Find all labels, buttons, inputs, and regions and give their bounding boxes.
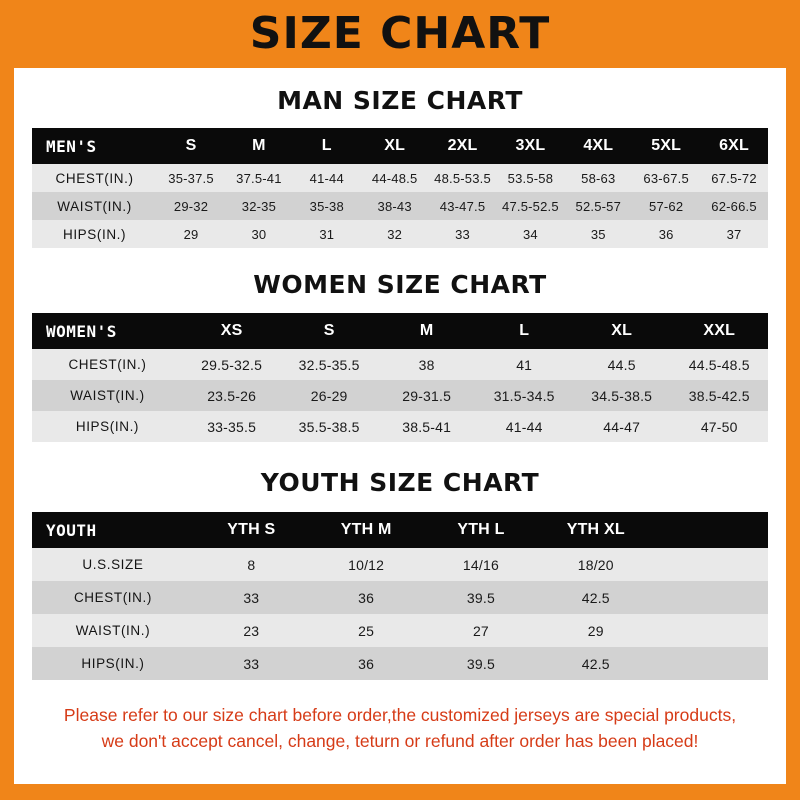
cell: 34 [496,220,564,248]
cell: 14/16 [424,548,539,581]
cell: 35.5-38.5 [280,411,378,442]
women-corner-label: WOMEN'S [32,313,183,349]
cell: 32 [361,220,429,248]
youth-corner-label: YOUTH [32,512,194,548]
cell: 35-37.5 [157,164,225,192]
cell: 29.5-32.5 [183,349,281,380]
cell: 48.5-53.5 [429,164,497,192]
cell: 29 [157,220,225,248]
cell: 38 [378,349,476,380]
cell: 47-50 [670,411,768,442]
section-title-men: MAN SIZE CHART [277,86,523,115]
notice-line-2: we don't accept cancel, change, teturn or refund after order has been placed! [101,731,699,752]
content [14,86,786,755]
cell: 39.5 [424,581,539,614]
cell: 41-44 [475,411,573,442]
column-header: 3XL [496,128,564,164]
column-header: M [225,128,293,164]
cell: 34.5-38.5 [573,380,671,411]
cell: 33 [194,581,309,614]
cell: 18/20 [538,548,653,581]
cell-empty [653,647,768,680]
table-header-row [32,313,768,349]
cell: 41-44 [293,164,361,192]
cell: 10/12 [309,548,424,581]
column-header: 4XL [564,128,632,164]
cell: 38.5-42.5 [670,380,768,411]
cell: 44.5-48.5 [670,349,768,380]
section-title-women: WOMEN SIZE CHART [253,270,547,299]
cell: 36 [632,220,700,248]
column-header-empty [653,512,768,548]
cell-empty [653,548,768,581]
row-label: CHEST(IN.) [32,164,157,192]
row-label: WAIST(IN.) [32,614,194,647]
cell: 33 [429,220,497,248]
cell: 47.5-52.5 [496,192,564,220]
cell: 26-29 [280,380,378,411]
cell: 41 [475,349,573,380]
column-header: YTH L [424,512,539,548]
cell: 37.5-41 [225,164,293,192]
table-row [32,349,768,380]
column-header: XS [183,313,281,349]
column-header: L [293,128,361,164]
men-size-table [32,128,768,248]
column-header: XL [361,128,429,164]
table-row [32,380,768,411]
table-row [32,220,768,248]
column-header: 2XL [429,128,497,164]
cell: 8 [194,548,309,581]
column-header: S [157,128,225,164]
column-header: L [475,313,573,349]
cell: 33 [194,647,309,680]
cell-empty [653,614,768,647]
cell: 23 [194,614,309,647]
section-title-youth: YOUTH SIZE CHART [260,468,540,497]
cell: 39.5 [424,647,539,680]
men-corner-label: MEN'S [32,128,157,164]
column-header: 6XL [700,128,768,164]
cell: 37 [700,220,768,248]
table-row [32,647,768,680]
cell: 63-67.5 [632,164,700,192]
row-label: CHEST(IN.) [32,581,194,614]
cell: 35-38 [293,192,361,220]
table-row [32,411,768,442]
cell: 44-48.5 [361,164,429,192]
cell: 30 [225,220,293,248]
cell: 32-35 [225,192,293,220]
cell: 23.5-26 [183,380,281,411]
cell: 67.5-72 [700,164,768,192]
table-row [32,164,768,192]
row-label: HIPS(IN.) [32,411,183,442]
cell: 25 [309,614,424,647]
row-label: HIPS(IN.) [32,647,194,680]
row-label: WAIST(IN.) [32,380,183,411]
cell: 29-31.5 [378,380,476,411]
row-label: HIPS(IN.) [32,220,157,248]
banner [14,0,786,68]
cell: 32.5-35.5 [280,349,378,380]
column-header: XL [573,313,671,349]
table-row [32,614,768,647]
cell: 27 [424,614,539,647]
column-header: YTH XL [538,512,653,548]
cell: 36 [309,581,424,614]
cell: 43-47.5 [429,192,497,220]
women-size-table [32,313,768,442]
page-title: SIZE CHART [249,8,551,59]
column-header: YTH S [194,512,309,548]
cell: 44.5 [573,349,671,380]
column-header: S [280,313,378,349]
column-header: M [378,313,476,349]
row-label: U.S.SIZE [32,548,194,581]
column-header: XXL [670,313,768,349]
cell: 57-62 [632,192,700,220]
notice-text [32,702,768,755]
cell-empty [653,581,768,614]
bottom-accent-bar [14,784,786,800]
cell: 33-35.5 [183,411,281,442]
cell: 35 [564,220,632,248]
column-header: YTH M [309,512,424,548]
cell: 62-66.5 [700,192,768,220]
column-header: 5XL [632,128,700,164]
cell: 42.5 [538,647,653,680]
table-header-row [32,512,768,548]
youth-size-table [32,512,768,680]
cell: 29 [538,614,653,647]
row-label: WAIST(IN.) [32,192,157,220]
cell: 29-32 [157,192,225,220]
cell: 53.5-58 [496,164,564,192]
row-label: CHEST(IN.) [32,349,183,380]
cell: 36 [309,647,424,680]
cell: 38.5-41 [378,411,476,442]
table-row [32,581,768,614]
cell: 42.5 [538,581,653,614]
cell: 38-43 [361,192,429,220]
table-row [32,548,768,581]
cell: 31 [293,220,361,248]
notice-line-1: Please refer to our size chart before order,the customized jerseys are special products, [63,705,737,725]
cell: 52.5-57 [564,192,632,220]
cell: 58-63 [564,164,632,192]
cell: 44-47 [573,411,671,442]
table-row [32,192,768,220]
table-header-row [32,128,768,164]
cell: 31.5-34.5 [475,380,573,411]
